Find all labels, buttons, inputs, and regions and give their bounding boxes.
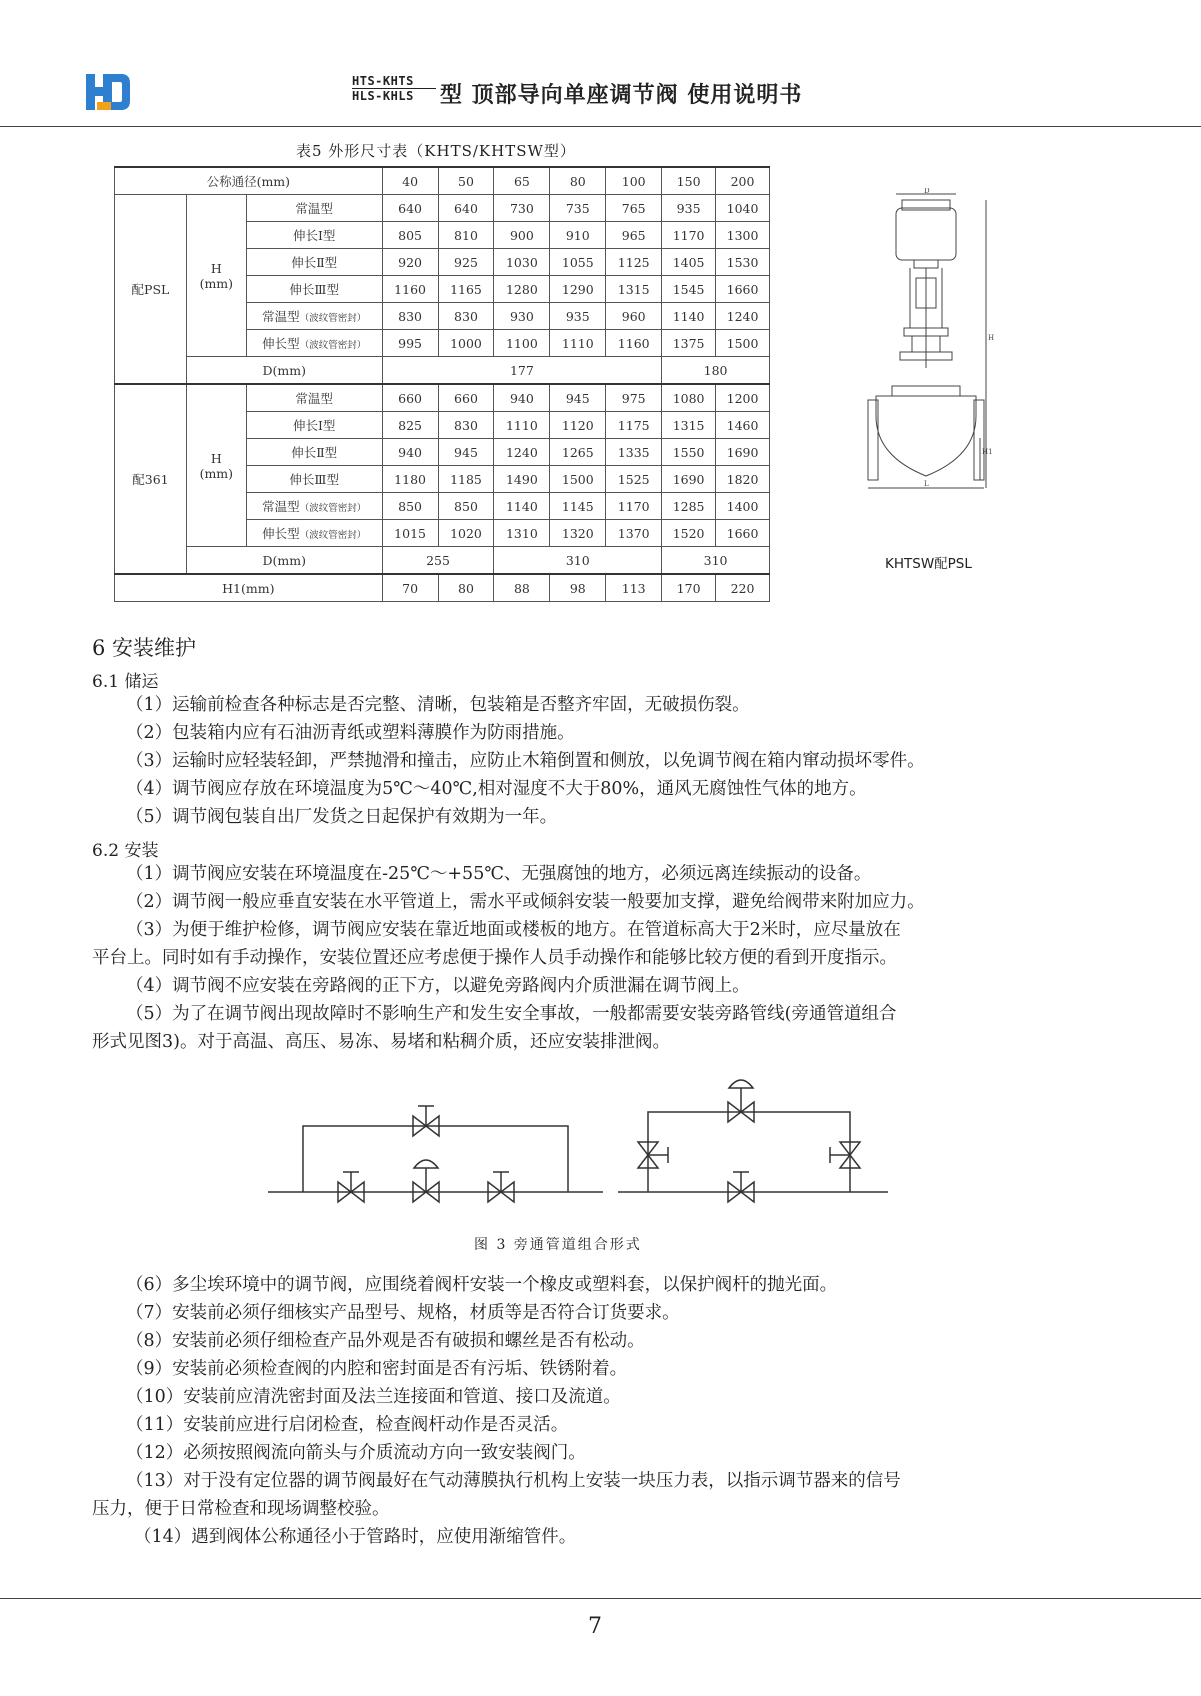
row-note: （波纹管密封） — [299, 340, 367, 351]
table-cell: 830 — [438, 303, 494, 330]
table-cell: 1160 — [606, 330, 662, 357]
table-cell: 1110 — [550, 330, 606, 357]
table-cell: 940 — [382, 439, 438, 466]
bypass-piping-diagram — [268, 1072, 928, 1222]
table-cell: 1280 — [494, 276, 550, 303]
h-unit: (mm) — [199, 275, 234, 291]
valve-icon — [488, 1172, 514, 1202]
h-label — [186, 195, 246, 357]
paragraph: （3）运输时应轻装轻卸，严禁抛滑和撞击，应防止木箱倒置和侧放，以免调节阀在箱内窜动损坏零件。 — [126, 751, 925, 771]
header-divider — [0, 126, 1201, 127]
table-cell: 1320 — [550, 520, 606, 547]
table-cell: 925 — [438, 249, 494, 276]
table-cell: 640 — [438, 195, 494, 222]
control-valve-icon — [413, 1160, 439, 1202]
h-label — [186, 384, 246, 547]
table-cell: 100 — [606, 167, 662, 195]
table-cell: 1185 — [438, 466, 494, 493]
table-cell: 1140 — [494, 493, 550, 520]
h-symbol: H — [210, 260, 222, 276]
row-name: 伸长Ⅰ型 — [292, 228, 336, 243]
model-codes — [352, 74, 436, 103]
valve-figure-caption: KHTSW配PSL — [885, 556, 972, 572]
paragraph: 形式见图3)。对于高温、高压、易冻、易堵和粘稠介质，还应安装排泄阀。 — [92, 1032, 670, 1052]
row-label — [246, 222, 382, 249]
table-cell: 965 — [606, 222, 662, 249]
table-cell: 1375 — [662, 330, 716, 357]
row-name: 伸长型 — [262, 526, 300, 541]
table-cell: 1660 — [716, 276, 770, 303]
table-cell: 180 — [662, 357, 770, 385]
table-cell: 1160 — [382, 276, 438, 303]
table-cell: 70 — [382, 574, 438, 602]
table-cell: 1120 — [550, 412, 606, 439]
dim-label-h: H — [988, 334, 995, 342]
paragraph: （2）包装箱内应有石油沥青纸或塑料薄膜作为防雨措施。 — [126, 723, 575, 743]
row-label — [246, 330, 382, 357]
table-cell: 1405 — [662, 249, 716, 276]
group-label-psl: 配PSL — [115, 195, 187, 385]
table-cell: 825 — [382, 412, 438, 439]
table-cell: 1500 — [716, 330, 770, 357]
row-label — [246, 384, 382, 412]
table-cell: 945 — [438, 439, 494, 466]
table-cell: 935 — [662, 195, 716, 222]
table-cell: 1040 — [716, 195, 770, 222]
page-number: 7 — [588, 1614, 602, 1639]
row-name: 常温型 — [262, 499, 300, 514]
table-cell: 1550 — [662, 439, 716, 466]
table-cell: 935 — [550, 303, 606, 330]
table-cell: 1240 — [494, 439, 550, 466]
table-cell: 80 — [550, 167, 606, 195]
table-cell: 910 — [550, 222, 606, 249]
table-cell: 1820 — [716, 466, 770, 493]
row-name: 伸长型 — [262, 336, 300, 351]
table-cell: 945 — [550, 384, 606, 412]
paragraph: （3）为便于维护检修，调节阀应安装在靠近地面或楼板的地方。在管道标高大于2米时，应尽量放在 — [126, 920, 901, 940]
valve-icon — [830, 1142, 860, 1168]
paragraph: （6）多尘埃环境中的调节阀，应围绕着阀杆安装一个橡皮或塑料套，以保护阀杆的抛光面。 — [126, 1275, 838, 1295]
h1-label: H1(mm) — [115, 574, 383, 602]
table-cell: 1145 — [550, 493, 606, 520]
table-cell: 660 — [382, 384, 438, 412]
table-cell: 1265 — [550, 439, 606, 466]
table-cell: 1030 — [494, 249, 550, 276]
dim-label-d: D — [924, 188, 930, 195]
table-cell: 1140 — [662, 303, 716, 330]
table-cell: 170 — [662, 574, 716, 602]
row-note: （波纹管密封） — [299, 530, 367, 541]
table-cell: 810 — [438, 222, 494, 249]
h-symbol: H — [210, 450, 222, 466]
row-name: 伸长Ⅰ型 — [292, 418, 336, 433]
table-cell: 1200 — [716, 384, 770, 412]
table-cell: 920 — [382, 249, 438, 276]
paragraph: （11）安装前应进行启闭检查，检查阀杆动作是否灵活。 — [126, 1415, 569, 1435]
table-row-nominal — [115, 167, 770, 195]
table-cell: 995 — [382, 330, 438, 357]
dim-label-h1: H1 — [982, 448, 993, 456]
table-cell: 1460 — [716, 412, 770, 439]
row-note: （波纹管密封） — [299, 503, 367, 514]
table-cell: 98 — [550, 574, 606, 602]
row-label — [246, 466, 382, 493]
d-label: D(mm) — [186, 547, 382, 575]
table-cell: 830 — [382, 303, 438, 330]
table-cell: 113 — [606, 574, 662, 602]
dim-label-l: L — [924, 480, 929, 488]
table-cell: 1100 — [494, 330, 550, 357]
group-label-361: 配361 — [115, 384, 187, 574]
table-row — [115, 195, 770, 222]
table-cell: 805 — [382, 222, 438, 249]
row-label — [246, 195, 382, 222]
table-cell: 1310 — [494, 520, 550, 547]
table-cell: 1110 — [494, 412, 550, 439]
table-cell: 830 — [438, 412, 494, 439]
table-cell: 310 — [662, 547, 770, 575]
table-cell: 200 — [716, 167, 770, 195]
section-title: 6 安装维护 — [92, 636, 197, 660]
table-cell: 255 — [382, 547, 494, 575]
table-cell: 660 — [438, 384, 494, 412]
table-row-h1 — [115, 574, 770, 602]
row-name: 常温型 — [295, 391, 333, 406]
table-cell: 80 — [438, 574, 494, 602]
table-cell: 900 — [494, 222, 550, 249]
table-cell: 177 — [382, 357, 662, 385]
valve-icon — [638, 1142, 668, 1168]
table-cell: 1300 — [716, 222, 770, 249]
paragraph: （7）安装前必须仔细核实产品型号、规格，材质等是否符合订货要求。 — [126, 1303, 680, 1323]
valve-icon — [728, 1172, 754, 1202]
row-label — [246, 493, 382, 520]
table-cell: 735 — [550, 195, 606, 222]
model-code-2: HLS-KHLS — [352, 89, 414, 103]
paragraph: （14）遇到阀体公称通径小于管路时，应使用渐缩管件。 — [134, 1527, 577, 1547]
valve-drawing — [846, 188, 1026, 543]
paragraph: （12）必须按照阀流向箭头与介质流动方向一致安装阀门。 — [126, 1443, 586, 1463]
row-label — [246, 303, 382, 330]
valve-icon — [413, 1106, 439, 1136]
table-cell: 1285 — [662, 493, 716, 520]
table-caption: 表5 外形尺寸表（KHTS/KHTSW型） — [296, 142, 576, 160]
subsection-title: 6.2 安装 — [92, 841, 159, 861]
table-cell: 640 — [382, 195, 438, 222]
paragraph: （1）运输前检查各种标志是否完整、清晰，包装箱是否整齐牢固，无破损伤裂。 — [126, 695, 750, 715]
table-cell: 975 — [606, 384, 662, 412]
paragraph: （4）调节阀应存放在环境温度为5℃～40℃,相对湿度不大于80%，通风无腐蚀性气体的地方。 — [126, 779, 867, 799]
table-cell: 50 — [438, 167, 494, 195]
table-cell: 1315 — [606, 276, 662, 303]
table-cell: 1015 — [382, 520, 438, 547]
table-cell: 88 — [494, 574, 550, 602]
paragraph: （9）安装前必须检查阀的内腔和密封面是否有污垢、铁锈附着。 — [126, 1359, 628, 1379]
row-label — [246, 249, 382, 276]
paragraph: （13）对于没有定位器的调节阀最好在气动薄膜执行机构上安装一块压力表，以指示调节器来的信号 — [126, 1471, 901, 1491]
d-label: D(mm) — [186, 357, 382, 385]
table-cell: 1400 — [716, 493, 770, 520]
table-cell: 1370 — [606, 520, 662, 547]
paragraph: （4）调节阀不应安装在旁路阀的正下方，以避免旁路阀内介质泄漏在调节阀上。 — [126, 976, 750, 996]
table-cell: 1020 — [438, 520, 494, 547]
row-name: 伸长Ⅱ型 — [291, 445, 338, 460]
table-cell: 1530 — [716, 249, 770, 276]
table-cell: 1335 — [606, 439, 662, 466]
table-cell: 960 — [606, 303, 662, 330]
table-cell: 765 — [606, 195, 662, 222]
table-cell: 40 — [382, 167, 438, 195]
paragraph: （1）调节阀应安装在环境温度在-25℃～+55℃、无强腐蚀的地方，必须远离连续振动的设备。 — [126, 864, 872, 884]
row-name: 常温型 — [295, 201, 333, 216]
table-row-d — [115, 547, 770, 575]
company-logo — [84, 72, 132, 112]
paragraph: （5）调节阀包装自出厂发货之日起保护有效期为一年。 — [126, 807, 558, 827]
table-row-d — [115, 357, 770, 385]
paragraph: 平台上。同时如有手动操作，安装位置还应考虑便于操作人员手动操作和能够比较方便的看到开度指示。 — [92, 948, 897, 968]
table-cell: 1170 — [662, 222, 716, 249]
row-name: 常温型 — [262, 309, 300, 324]
table-cell: 1500 — [550, 466, 606, 493]
table-cell: 1165 — [438, 276, 494, 303]
table-row — [115, 384, 770, 412]
table-cell: 65 — [494, 167, 550, 195]
table-cell: 1520 — [662, 520, 716, 547]
paragraph: （5）为了在调节阀出现故障时不影响生产和发生安全事故，一般都需要安装旁路管线(旁通管道组合 — [126, 1004, 897, 1024]
row-label — [246, 520, 382, 547]
paragraph: （8）安装前必须仔细检查产品外观是否有破损和螺丝是否有松动。 — [126, 1331, 645, 1351]
dimension-table — [114, 166, 770, 602]
nominal-label: 公称通径(mm) — [115, 167, 383, 195]
row-label — [246, 439, 382, 466]
table-cell: 310 — [494, 547, 662, 575]
table-cell: 1055 — [550, 249, 606, 276]
table-cell: 940 — [494, 384, 550, 412]
model-code-1: HTS-KHTS — [352, 74, 436, 89]
control-valve-icon — [728, 1080, 754, 1122]
table-cell: 1180 — [382, 466, 438, 493]
table-cell: 730 — [494, 195, 550, 222]
row-note: （波纹管密封） — [299, 313, 367, 324]
table-cell: 1080 — [662, 384, 716, 412]
row-name: 伸长Ⅱ型 — [291, 255, 338, 270]
row-name: 伸长Ⅲ型 — [289, 472, 339, 487]
row-label — [246, 276, 382, 303]
table-cell: 1690 — [662, 466, 716, 493]
table-cell: 1490 — [494, 466, 550, 493]
header-title: 型 顶部导向单座调节阀 使用说明书 — [440, 83, 803, 108]
footer-divider — [0, 1598, 1201, 1599]
table-cell: 1545 — [662, 276, 716, 303]
table-cell: 1125 — [606, 249, 662, 276]
paragraph: （2）调节阀一般应垂直安装在水平管道上，需水平或倾斜安装一般要加支撑，避免给阀带来附加应力。 — [126, 892, 925, 912]
table-cell: 1000 — [438, 330, 494, 357]
table-cell: 1690 — [716, 439, 770, 466]
table-cell: 1660 — [716, 520, 770, 547]
figure-caption: 图 3 旁通管道组合形式 — [474, 1237, 642, 1253]
row-label — [246, 412, 382, 439]
table-cell: 1240 — [716, 303, 770, 330]
table-cell: 1170 — [606, 493, 662, 520]
table-cell: 220 — [716, 574, 770, 602]
table-cell: 1290 — [550, 276, 606, 303]
table-cell: 850 — [382, 493, 438, 520]
h-unit: (mm) — [199, 465, 234, 481]
table-cell: 850 — [438, 493, 494, 520]
table-cell: 930 — [494, 303, 550, 330]
row-name: 伸长Ⅲ型 — [289, 282, 339, 297]
table-cell: 150 — [662, 167, 716, 195]
valve-icon — [338, 1172, 364, 1202]
table-cell: 1175 — [606, 412, 662, 439]
paragraph: 压力，便于日常检查和现场调整校验。 — [92, 1499, 390, 1519]
table-cell: 1315 — [662, 412, 716, 439]
subsection-title: 6.1 储运 — [92, 672, 159, 692]
paragraph: （10）安装前应清洗密封面及法兰连接面和管道、接口及流道。 — [126, 1387, 621, 1407]
table-cell: 1525 — [606, 466, 662, 493]
